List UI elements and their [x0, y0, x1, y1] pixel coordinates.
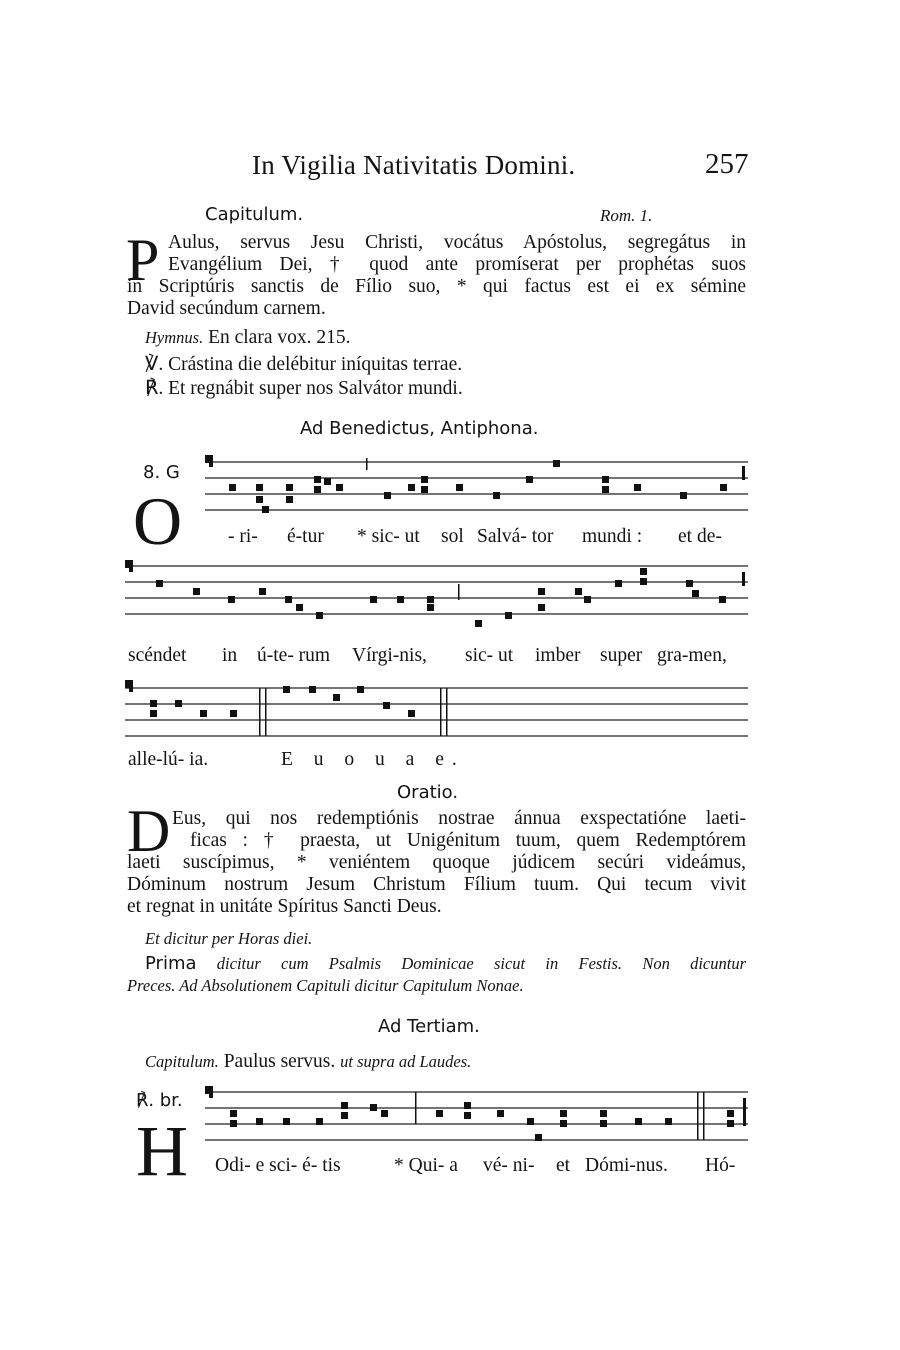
antiphon-heading: Ad Benedictus, Antiphona. — [300, 418, 539, 439]
lyric: scéndet — [128, 645, 187, 666]
clef-icon — [205, 1086, 213, 1098]
versicle-sign: ℣. — [145, 354, 164, 375]
capitulum-line-1: Aulus, servus Jesu Christi, vocátus Apóstolus, segregátus in — [168, 232, 746, 253]
staff-3 — [125, 680, 748, 736]
responsory-label: ℟. br. — [136, 1090, 183, 1111]
capitulum-line-4: David secúndum carnem. — [127, 298, 326, 319]
clef-icon — [205, 455, 213, 467]
hymnus-label: Hymnus. — [145, 328, 204, 347]
page-number: 257 — [705, 148, 749, 180]
lyric: vé- ni- — [483, 1155, 535, 1176]
oratio-line-1: Eus, qui nos redemptiónis nostrae ánnua exspectatióne laeti- — [172, 808, 746, 829]
tertia-cap-label: Capitulum. — [145, 1052, 219, 1071]
lyric: ú-te- rum — [257, 645, 331, 666]
response-text: Et regnábit super nos Salvátor mundi. — [168, 378, 463, 399]
oratio-heading: Oratio. — [397, 782, 459, 803]
oratio-line-2: ficas : † praesta, ut Unigénitum tuum, quem Redemptórem — [190, 830, 746, 851]
lyric: - ri- — [228, 526, 258, 547]
capitulum-line-2: Evangélium Dei, † quod ante promíserat per prophétas suos — [168, 254, 746, 275]
tertia-capitulum-line — [145, 1051, 471, 1073]
responsory-initial: H — [136, 1111, 188, 1191]
response-sign: ℟. — [145, 378, 164, 399]
oratio-line-5: et regnat in unitáte Spíritus Sancti Deus. — [127, 896, 442, 917]
lyric: imber — [535, 645, 581, 666]
staff-1 — [205, 455, 748, 513]
drop-cap-p: P — [126, 227, 160, 293]
staff-2 — [125, 560, 748, 627]
lyric: mundi : — [582, 526, 643, 547]
clef-icon — [125, 680, 133, 692]
lyric: sol — [441, 526, 464, 547]
lyric: alle-lú- ia. — [128, 749, 209, 770]
antiphon-mode: 8. G — [143, 462, 180, 483]
staff-4 — [205, 1086, 748, 1141]
lyric: Odi- e sci- é- tis — [215, 1155, 341, 1176]
lyric: * Qui- a — [394, 1155, 458, 1176]
neumes-1 — [229, 458, 745, 513]
capitulum-line-3: in Scriptúris sanctis de Fílio suo, * qui factus est ei ex sémine — [127, 276, 746, 297]
capitulum-heading: Capitulum. — [205, 204, 304, 225]
clef-icon — [125, 560, 133, 572]
lyric: Dómi-nus. — [585, 1155, 668, 1176]
lyric: sic- ut — [465, 645, 514, 666]
lyric: et — [556, 1155, 571, 1176]
tertia-heading: Ad Tertiam. — [378, 1016, 480, 1037]
oratio-line-3: laeti suscípimus, * veniéntem quoque júdicem secúri videámus, — [127, 852, 746, 873]
lyric: Salvá- tor — [477, 526, 554, 547]
lyric: Hó- — [705, 1155, 736, 1176]
tertia-cap-ref: ut supra ad Laudes. — [340, 1052, 472, 1071]
neumes-4 — [230, 1092, 746, 1141]
lyric: super — [600, 645, 643, 666]
lyric: in — [222, 645, 238, 666]
lyric: Vírgi-nis, — [352, 645, 427, 666]
lyric: gra-men, — [657, 645, 727, 666]
rubric-dicitur: Et dicitur per Horas diei. — [145, 929, 313, 948]
lyric: é-tur — [287, 526, 324, 547]
scripture-reference: Rom. 1. — [600, 206, 653, 225]
euouae: E u o u a e. — [281, 749, 465, 770]
lyric: * sic- ut — [357, 526, 420, 547]
rubric-prima-line-1 — [145, 953, 746, 974]
tertia-cap-text: Paulus servus. — [223, 1051, 336, 1072]
versicle-text: Crástina die delébitur iníquitas terrae. — [168, 354, 463, 375]
oratio-line-4: Dóminum nostrum Jesum Christum Fílium tuum. Qui tecum vivit — [127, 874, 746, 895]
rubric-prima-line-2: Preces. Ad Absolutionem Capituli dicitur Capitulum Nonae. — [127, 976, 524, 995]
neumes-3 — [150, 686, 448, 736]
lyric: et de- — [678, 526, 722, 547]
running-title: In Vigilia Nativitatis Domini. — [252, 150, 576, 180]
hymnus-text: En clara vox. 215. — [208, 327, 351, 348]
prima-text: dicitur cum Psalmis Dominicae sicut in Festis. Non dicuntur — [216, 954, 746, 973]
drop-cap-d: D — [127, 798, 171, 864]
antiphon-initial: O — [133, 483, 183, 559]
prima-word: Prima — [145, 953, 197, 974]
